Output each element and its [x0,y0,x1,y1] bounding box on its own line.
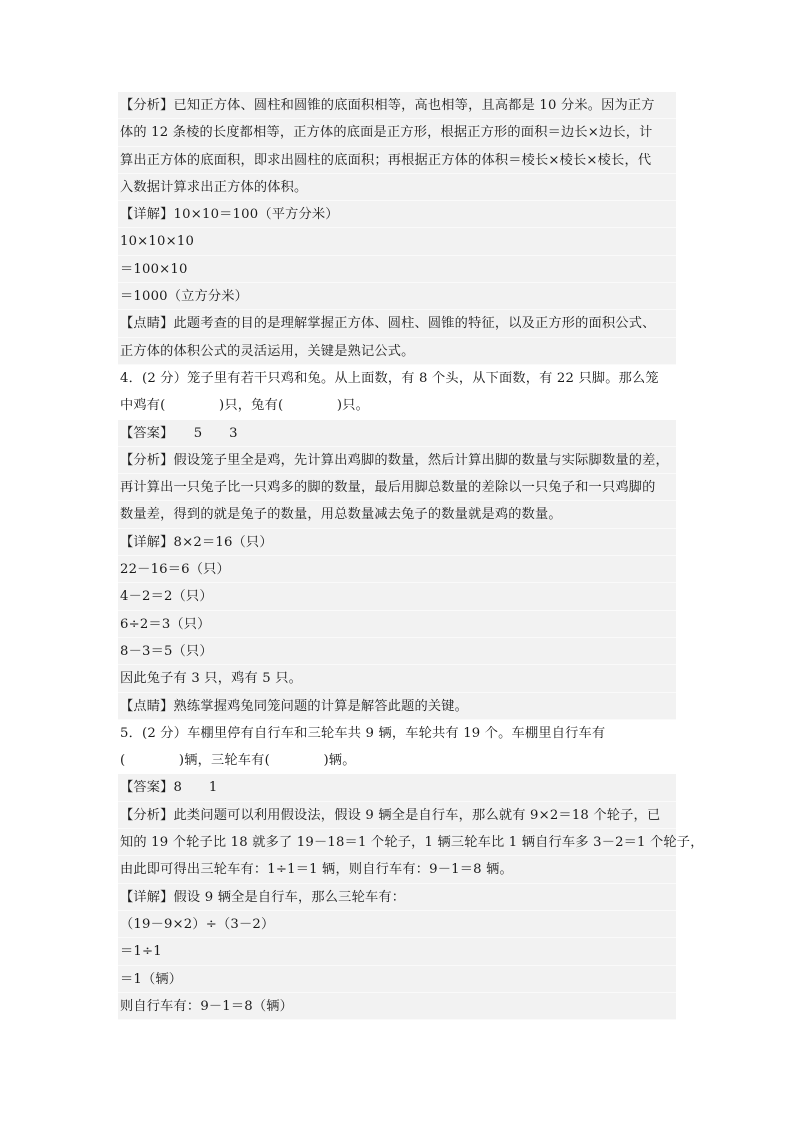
text-line: 正方体的体积公式的灵活运用，关键是熟记公式。 [118,338,676,365]
text-line: 【点睛】此题考查的目的是理解掌握正方体、圆柱、圆锥的特征，以及正方形的面积公式、 [118,310,676,337]
text-line: 4－2＝2（只） [118,583,676,610]
text-line: 【详解】10×10＝100（平方分米） [118,201,676,228]
text-line: （19－9×2）÷（3－2） [118,911,676,938]
text-line: 6÷2＝3（只） [118,611,676,638]
text-line: 【分析】假设笼子里全是鸡，先计算出鸡脚的数量，然后计算出脚的数量与实际脚数量的差， [118,447,676,474]
text-line: ＝1÷1 [118,938,676,965]
answer-line: 【答案】 5 3 [118,420,676,447]
text-line: 10×10×10 [118,228,676,255]
text-line: 入数据计算求出正方体的体积。 [118,174,676,201]
text-line: 【分析】已知正方体、圆柱和圆锥的底面积相等，高也相等，且高都是 10 分米。因为正方 [118,92,676,119]
text-line: 8－3＝5（只） [118,638,676,665]
text-line: 【分析】此类问题可以利用假设法，假设 9 辆全是自行车，那么就有 9×2＝18 个轮子，已 [118,802,676,829]
text-line: 则自行车有：9－1＝8（辆） [118,993,676,1020]
text-line: 22－16＝6（只） [118,556,676,583]
text-line: 体的 12 条棱的长度都相等，正方体的底面是正方形，根据正方形的面积＝边长×边长，计 [118,119,676,146]
text-line: 知的 19 个轮子比 18 就多了 19－18＝1 个轮子，1 辆三轮车比 1 辆自行车多 3－2＝1 个轮子， [118,829,676,856]
text-line: 【点睛】熟练掌握鸡兔同笼问题的计算是解答此题的关键。 [118,693,676,720]
answer-line: 【答案】8 1 [118,774,676,801]
text-line: 由此即可得出三轮车有：1÷1＝1 辆，则自行车有：9－1＝8 辆。 [118,856,676,883]
question-line: 中鸡有( )只，兔有( )只。 [120,398,369,414]
text-line: ＝100×10 [118,256,676,283]
question-line: 5．(2 分）车棚里停有自行车和三轮车共 9 辆，车轮共有 19 个。车棚里自行车有 [120,725,606,741]
text-line: 算出正方体的底面积，即求出圆柱的底面积；再根据正方体的体积＝棱长×棱长×棱长，代 [118,147,676,174]
text-line: ＝1（辆） [118,966,676,993]
text-line: 数量差，得到的就是兔子的数量，用总数量减去兔子的数量就是鸡的数量。 [118,501,676,528]
question-line: ( )辆，三轮车有( )辆。 [120,753,356,769]
text-line: 【详解】假设 9 辆全是自行车，那么三轮车有： [118,884,676,911]
text-line: 因此兔子有 3 只，鸡有 5 只。 [118,665,676,692]
text-line: 【详解】8×2＝16（只） [118,529,676,556]
document-page [118,92,704,1020]
question-line: 4．(2 分）笼子里有若干只鸡和兔。从上面数，有 8 个头，从下面数，有 22 只脚。那么笼 [120,370,659,386]
text-line: 再计算出一只兔子比一只鸡多的脚的数量，最后用脚总数量的差除以一只兔子和一只鸡脚的 [118,474,676,501]
text-line: ＝1000（立方分米） [118,283,676,310]
